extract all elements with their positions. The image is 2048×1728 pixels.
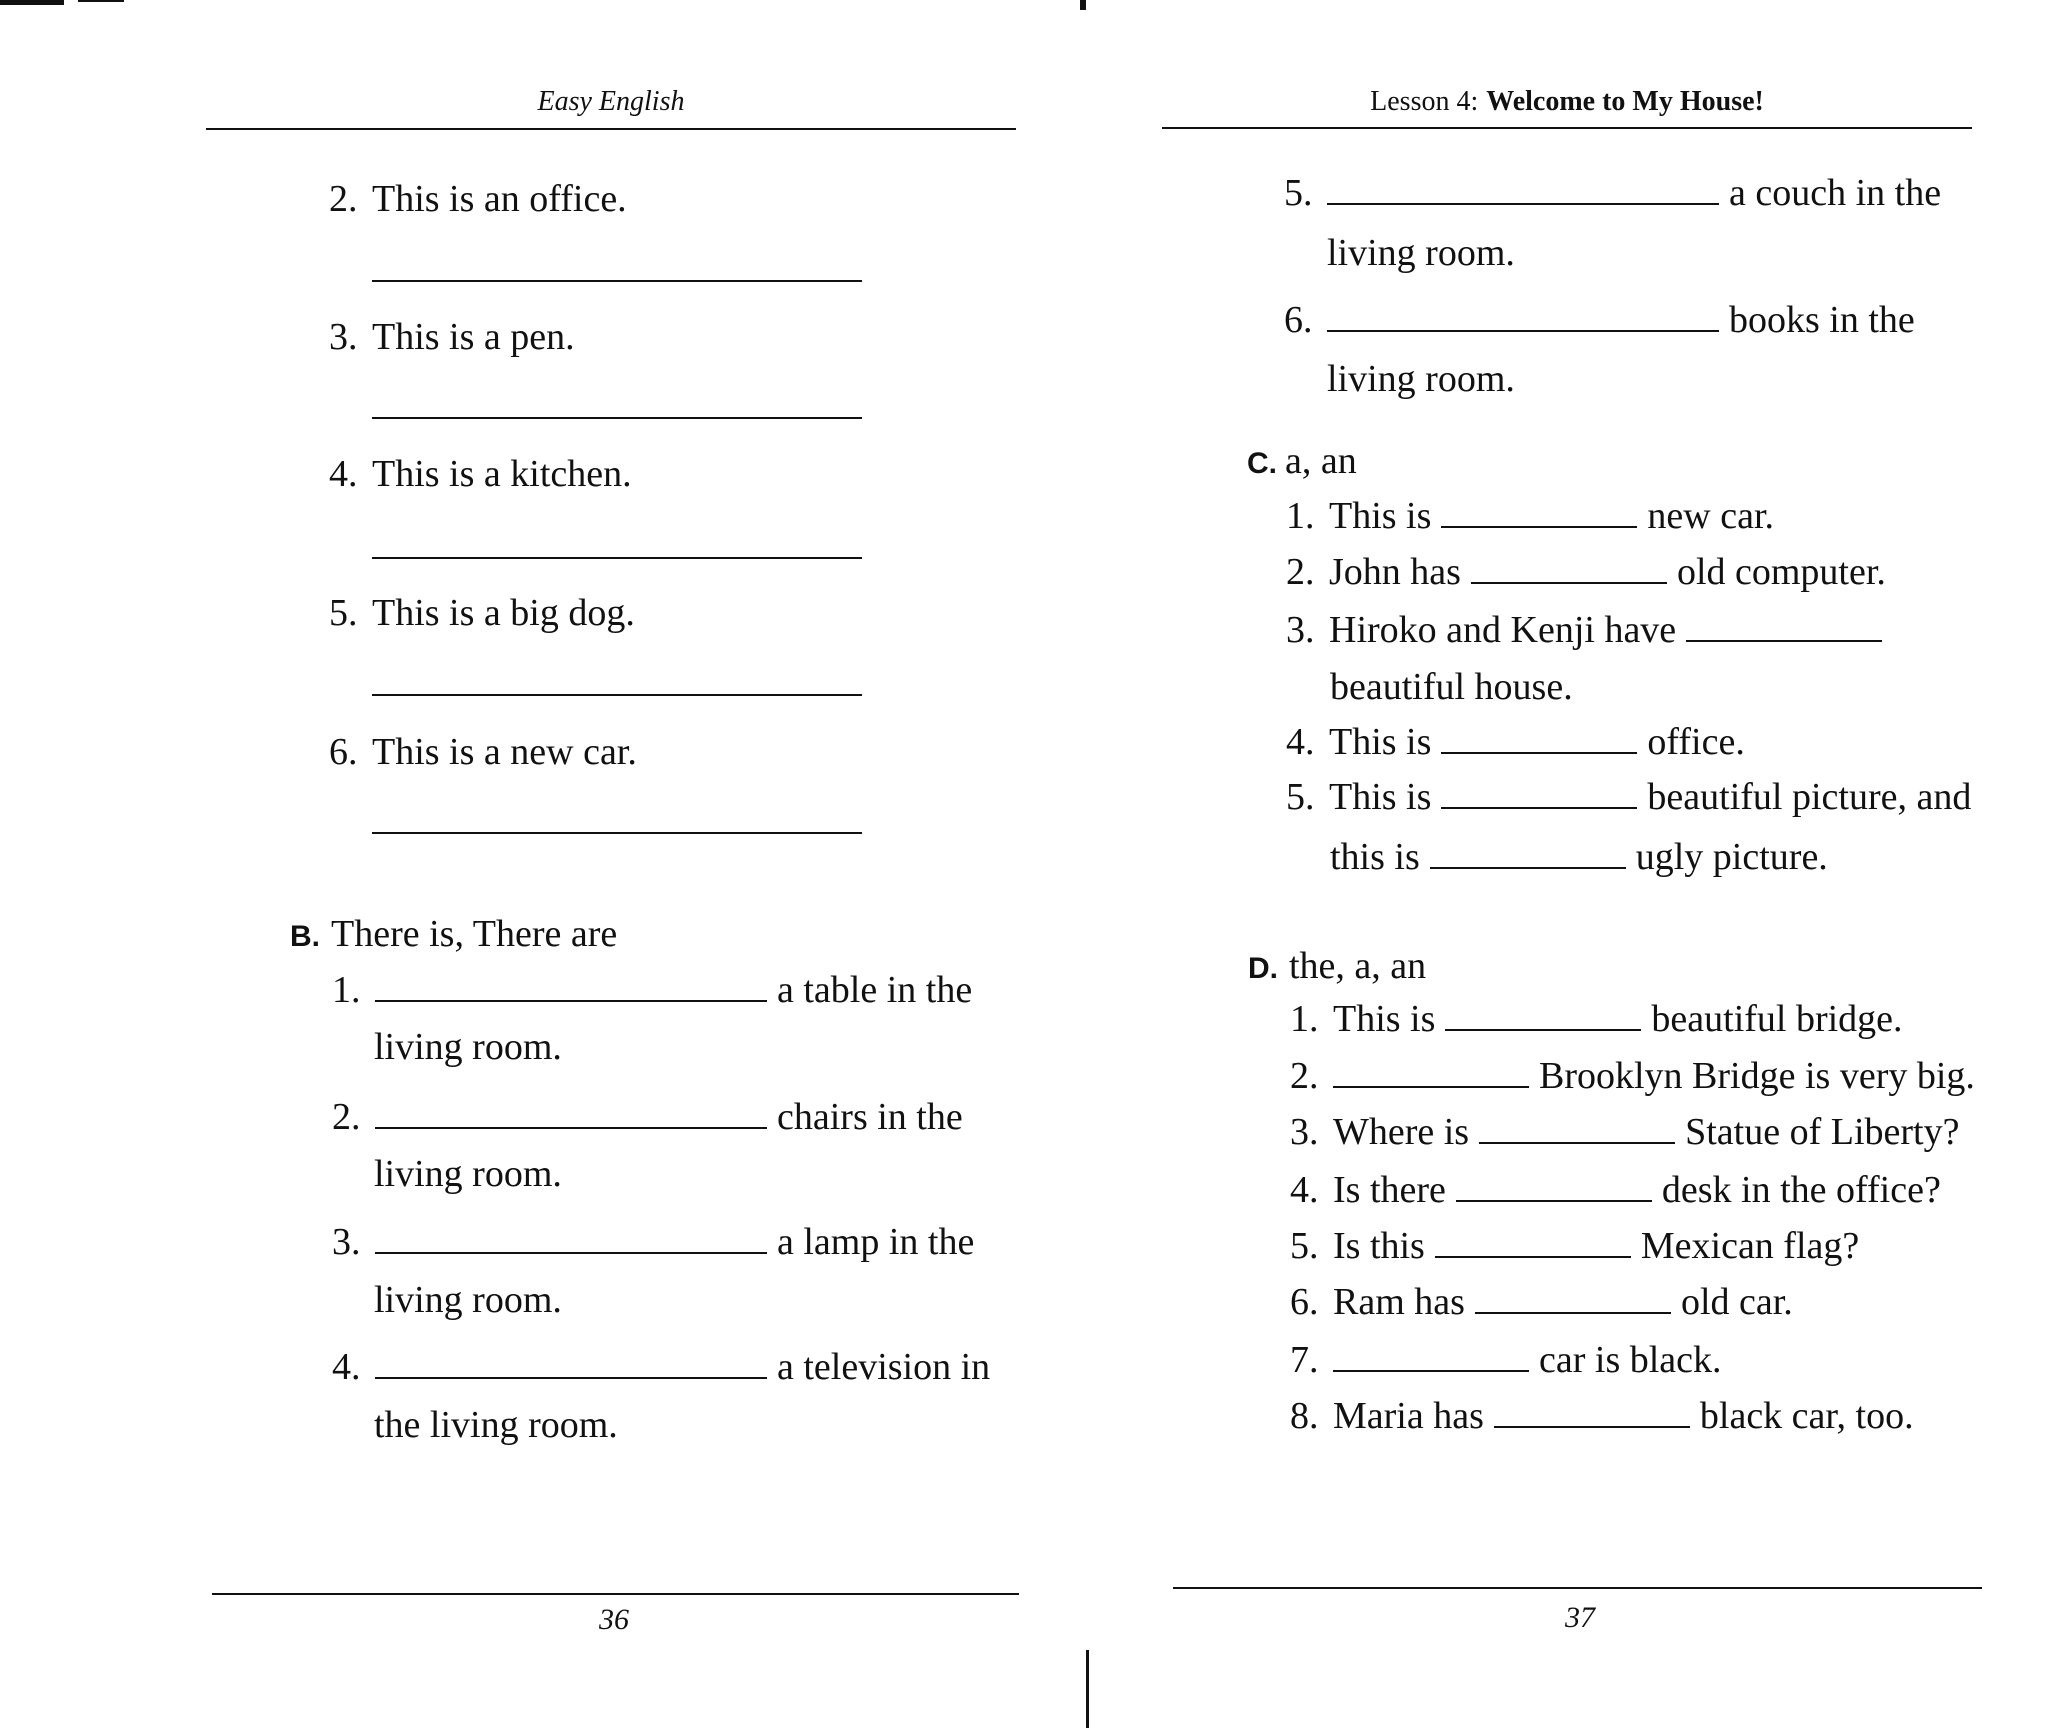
answer-blank — [1686, 639, 1882, 642]
item-number: 2. — [1286, 551, 1315, 593]
exercise-item — [1284, 174, 1941, 212]
exercise-item — [1286, 553, 1886, 591]
item-text: This is a kitchen. — [372, 453, 632, 495]
item-text-after: Brooklyn Bridge is very big. — [1539, 1055, 1975, 1097]
scan-mark — [0, 0, 64, 5]
answer-blank — [375, 1251, 767, 1254]
item-continuation: living room. — [374, 1026, 562, 1068]
item-text-after: beautiful bridge. — [1651, 998, 1903, 1040]
exercise-item — [1286, 723, 1745, 761]
item-text: books in the — [1729, 299, 1915, 341]
answer-blank — [1435, 1255, 1631, 1258]
item-number: 5. — [1286, 776, 1315, 818]
answer-blank — [372, 832, 862, 834]
exercise-item — [329, 318, 575, 356]
answer-blank — [375, 1376, 767, 1379]
section-title: the, a, an — [1289, 945, 1427, 987]
section-title: There is, There are — [331, 913, 618, 955]
answer-blank — [1471, 581, 1667, 584]
item-number: 5. — [1284, 172, 1313, 214]
item-text: a couch in the — [1729, 172, 1942, 214]
item-text-after: beautiful picture, and — [1647, 776, 1972, 818]
scan-mark — [1080, 0, 1086, 10]
item-text-after: new car. — [1647, 495, 1775, 537]
answer-blank — [372, 280, 862, 282]
exercise-item — [332, 1348, 990, 1386]
item-text-before: Is this — [1333, 1225, 1425, 1267]
item-number: 6. — [329, 731, 358, 773]
answer-blank — [1327, 202, 1719, 205]
section-heading-b — [290, 915, 617, 956]
item-text-after: black car, too. — [1699, 1395, 1914, 1437]
exercise-item — [1286, 611, 1882, 649]
lesson-number: Lesson 4: — [1370, 86, 1479, 117]
item-text: a lamp in the — [777, 1221, 975, 1263]
answer-blank — [1445, 1028, 1641, 1031]
scan-mark — [78, 0, 124, 2]
item-number: 1. — [1290, 998, 1319, 1040]
answer-blank — [372, 557, 862, 559]
header-rule — [1162, 127, 1972, 129]
item-text: This is an office. — [372, 178, 627, 220]
answer-blank — [1430, 866, 1626, 869]
exercise-item — [332, 971, 972, 1009]
item-text-before: This is — [1329, 776, 1432, 818]
item-number: 4. — [329, 453, 358, 495]
answer-blank — [372, 694, 862, 696]
exercise-item — [329, 594, 635, 632]
item-continuation: living room. — [374, 1153, 562, 1195]
item-number: 2. — [329, 178, 358, 220]
item-text: chairs in the — [777, 1096, 963, 1138]
answer-blank — [1456, 1199, 1652, 1202]
item-number: 1. — [332, 969, 361, 1011]
answer-blank — [1494, 1425, 1690, 1428]
page-number-right: 37 — [1565, 1601, 1595, 1634]
answer-blank — [1441, 525, 1637, 528]
item-text-before: Is there — [1333, 1169, 1446, 1211]
item-number: 2. — [1290, 1055, 1319, 1097]
item-continuation: living room. — [1327, 232, 1515, 274]
item-text-after: Mexican flag? — [1640, 1225, 1860, 1267]
running-head-right — [1217, 88, 1917, 116]
item-text-after: old car. — [1680, 1281, 1793, 1323]
item-number: 8. — [1290, 1395, 1319, 1437]
exercise-item — [1290, 1283, 1793, 1321]
item-text-before: Maria has — [1333, 1395, 1484, 1437]
item-text-before: Hiroko and Kenji have — [1329, 609, 1677, 651]
lesson-title: Welcome to My House! — [1486, 86, 1764, 117]
item-text-after: desk in the office? — [1661, 1169, 1941, 1211]
section-heading-d — [1248, 947, 1426, 988]
item-text-before: this is — [1330, 836, 1420, 878]
exercise-item — [1284, 301, 1915, 339]
answer-blank — [372, 417, 862, 419]
answer-blank — [375, 1126, 767, 1129]
item-number: 3. — [1290, 1111, 1319, 1153]
item-number: 4. — [1290, 1169, 1319, 1211]
item-number: 3. — [1286, 609, 1315, 651]
item-text-before: John has — [1329, 551, 1461, 593]
item-text-after: car is black. — [1539, 1339, 1722, 1381]
answer-blank — [1333, 1369, 1529, 1372]
item-text-after: Statue of Liberty? — [1685, 1111, 1960, 1153]
exercise-item — [332, 1098, 963, 1136]
exercise-item — [1290, 1113, 1959, 1151]
exercise-item — [329, 180, 627, 218]
answer-blank — [1475, 1311, 1671, 1314]
item-continuation: living room. — [1327, 358, 1515, 400]
exercise-item — [1286, 497, 1774, 535]
answer-blank — [1479, 1141, 1675, 1144]
item-text-before: This is — [1329, 721, 1432, 763]
item-number: 4. — [332, 1346, 361, 1388]
item-number: 3. — [332, 1221, 361, 1263]
item-continuation: the living room. — [374, 1404, 618, 1446]
item-text: This is a big dog. — [372, 592, 635, 634]
exercise-item — [1290, 1000, 1903, 1038]
header-rule — [206, 128, 1016, 130]
item-number: 3. — [329, 316, 358, 358]
item-text-after: old computer. — [1676, 551, 1886, 593]
answer-blank — [1333, 1085, 1529, 1088]
running-head-left: Easy English — [537, 86, 685, 117]
item-number: 5. — [329, 592, 358, 634]
item-number: 7. — [1290, 1339, 1319, 1381]
exercise-item — [1290, 1171, 1941, 1209]
footer-rule — [1173, 1587, 1982, 1589]
exercise-item — [1290, 1397, 1914, 1435]
item-text: a table in the — [777, 969, 973, 1011]
item-number: 1. — [1286, 495, 1315, 537]
item-number: 4. — [1286, 721, 1315, 763]
item-continuation — [1330, 838, 1828, 876]
item-number: 2. — [332, 1096, 361, 1138]
gutter-line — [1086, 1650, 1089, 1728]
item-continuation: living room. — [374, 1279, 562, 1321]
exercise-item — [1290, 1341, 1722, 1379]
exercise-item — [332, 1223, 974, 1261]
section-letter: B. — [290, 920, 320, 953]
exercise-item — [1290, 1227, 1859, 1265]
page-number-left: 36 — [599, 1603, 629, 1636]
item-text-before: This is — [1329, 495, 1432, 537]
item-number: 5. — [1290, 1225, 1319, 1267]
section-title: a, an — [1285, 440, 1357, 482]
item-text-before: Ram has — [1333, 1281, 1465, 1323]
answer-blank — [375, 999, 767, 1002]
item-text-after: ugly picture. — [1635, 836, 1828, 878]
footer-rule — [212, 1593, 1019, 1595]
item-text-after: office. — [1647, 721, 1745, 763]
item-text-before: This is — [1333, 998, 1436, 1040]
item-text: This is a new car. — [372, 731, 637, 773]
exercise-item — [1290, 1057, 1975, 1095]
item-text-before: Where is — [1333, 1111, 1470, 1153]
item-text: This is a pen. — [372, 316, 575, 358]
exercise-item — [1286, 778, 1971, 816]
exercise-item — [329, 455, 632, 493]
answer-blank — [1327, 329, 1719, 332]
section-letter: C. — [1247, 447, 1277, 480]
answer-blank — [1441, 751, 1637, 754]
section-letter: D. — [1248, 952, 1278, 985]
item-number: 6. — [1290, 1281, 1319, 1323]
item-number: 6. — [1284, 299, 1313, 341]
section-heading-c — [1247, 442, 1357, 483]
exercise-item — [329, 733, 637, 771]
item-continuation: beautiful house. — [1330, 666, 1573, 708]
item-text: a television in — [777, 1346, 991, 1388]
answer-blank — [1441, 806, 1637, 809]
